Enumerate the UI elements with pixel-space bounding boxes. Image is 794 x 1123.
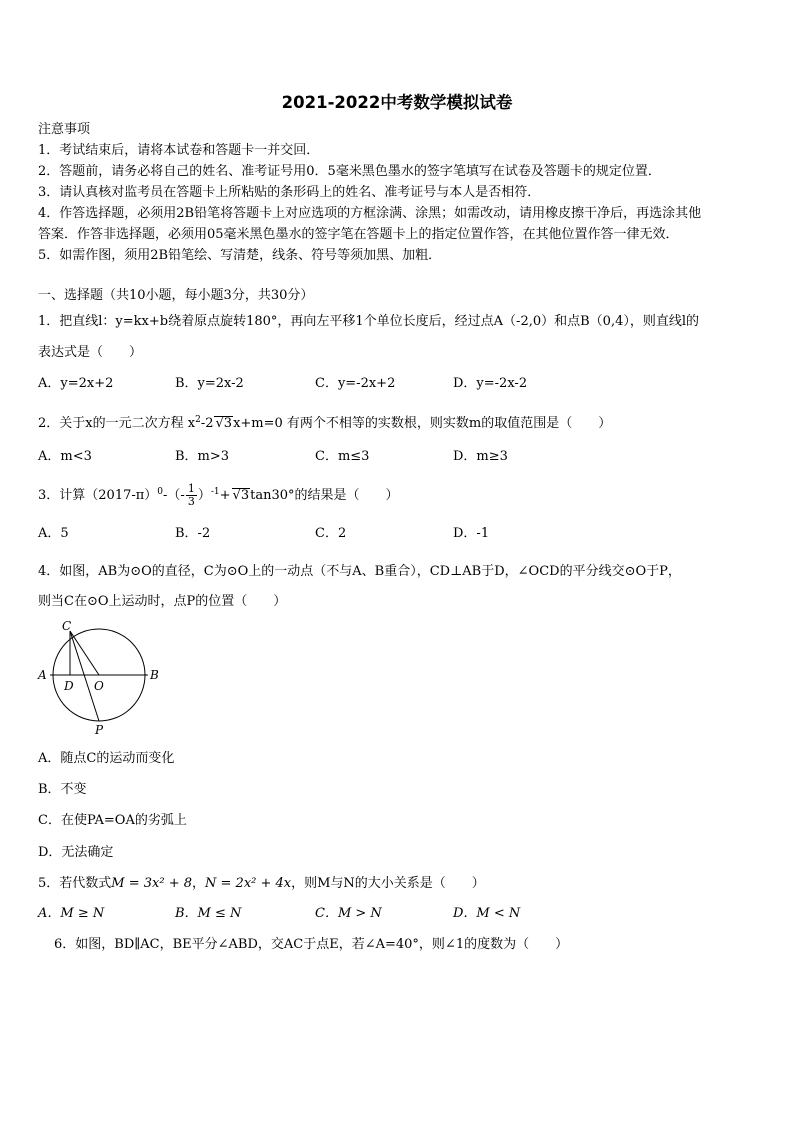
notes-heading: 注意事项 bbox=[38, 122, 91, 137]
segment-co bbox=[70, 631, 99, 675]
q5-text-pre: 5．若代数式 bbox=[38, 876, 112, 891]
q5-option-b: B．M ≤ N bbox=[175, 906, 242, 921]
q1-option-a: A．y=2x+2 bbox=[38, 376, 114, 391]
q5-expression-m: M = 3x² + 8 bbox=[111, 876, 192, 891]
q4-option-a: A．随点C的运动而变化 bbox=[38, 751, 175, 766]
q2-option-a: A．m<3 bbox=[38, 449, 92, 464]
question-5-stem bbox=[38, 875, 485, 893]
q3-text-pre: 3．计算（2017-π） bbox=[38, 488, 158, 503]
question-3-stem bbox=[38, 480, 399, 508]
q2-exponent: 2 bbox=[195, 415, 201, 425]
question-2-stem bbox=[38, 411, 611, 433]
q3-radicand: 3 bbox=[240, 488, 250, 503]
q5-separator: ， bbox=[192, 876, 206, 891]
q2-text-pre: 2．关于x的一元二次方程 x bbox=[38, 416, 196, 431]
question-6-stem: 6．如图，BD∥AC，BE平分∠ABD，交AC于点E，若∠A=40°，则∠1的度数为（ ） bbox=[54, 937, 569, 952]
question-1-stem: 1．把直线l：y=kx+b绕着原点旋转180°，再向左平移1个单位长度后，经过点A（-2,0）和点B（0,4），则直线l的 bbox=[38, 314, 700, 329]
q2-text-post: x+m=0 有两个不相等的实数根，则实数m的取值范围是（ ） bbox=[233, 416, 612, 431]
segment-cp bbox=[70, 631, 99, 721]
q4-option-c: C．在使PA=OA的劣弧上 bbox=[38, 813, 187, 828]
label-d: D bbox=[64, 679, 74, 693]
q2-sqrt bbox=[214, 416, 233, 430]
question-4-stem: 4．如图，AB为⊙O的直径，C为⊙O上的一动点（不与A、B重合），CD⊥AB于D，∠OCD的平分线交⊙O于P， bbox=[38, 564, 681, 579]
q3-denominator: 3 bbox=[187, 495, 195, 508]
q3-option-b: B．-2 bbox=[175, 526, 211, 541]
label-p: P bbox=[95, 723, 104, 737]
q3-text-mid2: ） bbox=[197, 488, 211, 503]
label-o: O bbox=[94, 679, 104, 693]
q3-text-mid3: + bbox=[219, 488, 231, 503]
q1-option-c: C．y=-2x+2 bbox=[315, 376, 396, 391]
q3-option-a: A．5 bbox=[38, 526, 69, 541]
q5-option-a: A．M ≥ N bbox=[38, 906, 105, 921]
q3-option-d: D．-1 bbox=[453, 526, 490, 541]
q3-option-c: C．2 bbox=[315, 526, 347, 541]
q2-option-c: C．m≤3 bbox=[315, 449, 370, 464]
note-item: 3．请认真核对监考员在答题卡上所粘贴的条形码上的姓名、准考证号与本人是否相符． bbox=[38, 185, 541, 200]
q2-option-b: B．m>3 bbox=[175, 449, 230, 464]
question-4-stem-cont: 则当C在⊙O上运动时，点P的位置（ ） bbox=[38, 594, 287, 609]
section-heading: 一、选择题（共10小题，每小题3分，共30分） bbox=[38, 288, 314, 303]
note-item: 答案．作答非选择题，必须用05毫米黑色墨水的签字笔在答题卡上的指定位置作答，在其他位置作答一律无效． bbox=[38, 227, 679, 242]
sqrt-icon: √ bbox=[215, 416, 224, 431]
q5-option-c: C．M > N bbox=[315, 906, 382, 921]
q2-radicand: 3 bbox=[223, 416, 233, 431]
note-item: 5．如需作图，须用2B铅笔绘、写清楚，线条、符号等须加黑、加粗． bbox=[38, 248, 442, 263]
q5-option-d: D．M < N bbox=[453, 906, 521, 921]
q3-fraction bbox=[186, 483, 197, 508]
q3-exponent-neg1: -1 bbox=[210, 487, 220, 497]
sqrt-icon: √ bbox=[232, 488, 241, 503]
question-1-stem-cont: 表达式是（ ） bbox=[38, 345, 143, 360]
circle-geometry-figure bbox=[34, 618, 164, 738]
note-item: 1．考试结束后，请将本试卷和答题卡一并交回． bbox=[38, 143, 320, 158]
q2-option-d: D．m≥3 bbox=[453, 449, 508, 464]
q2-text-mid: -2 bbox=[200, 416, 214, 431]
label-b: B bbox=[150, 668, 159, 682]
label-c: C bbox=[62, 619, 72, 633]
note-item: 2．答题前，请务必将自己的姓名、准考证号用0．5毫米黑色墨水的签字笔填写在试卷及答题卡的规定位置． bbox=[38, 164, 661, 179]
q3-numerator: 1 bbox=[187, 482, 195, 495]
note-item: 4．作答选择题，必须用2B铅笔将答题卡上对应选项的方框涂满、涂黑；如需改动，请用橡皮擦干净后，再选涂其他 bbox=[38, 206, 702, 221]
q3-text-mid1: -（- bbox=[163, 488, 185, 503]
q4-option-b: B．不变 bbox=[38, 782, 87, 797]
q1-option-d: D．y=-2x-2 bbox=[453, 376, 528, 391]
label-a: A bbox=[38, 668, 47, 682]
page-title: 2021-2022中考数学模拟试卷 bbox=[281, 93, 513, 112]
q3-sqrt bbox=[232, 488, 251, 502]
q5-text-post: ，则M与N的大小关系是（ ） bbox=[291, 876, 485, 891]
q1-option-b: B．y=2x-2 bbox=[175, 376, 244, 391]
q4-option-d: D．无法确定 bbox=[38, 845, 114, 860]
q3-text-post: tan30°的结果是（ ） bbox=[250, 488, 399, 503]
q3-exponent-0: 0 bbox=[157, 487, 164, 497]
q5-expression-n: N = 2x² + 4x bbox=[205, 876, 292, 891]
